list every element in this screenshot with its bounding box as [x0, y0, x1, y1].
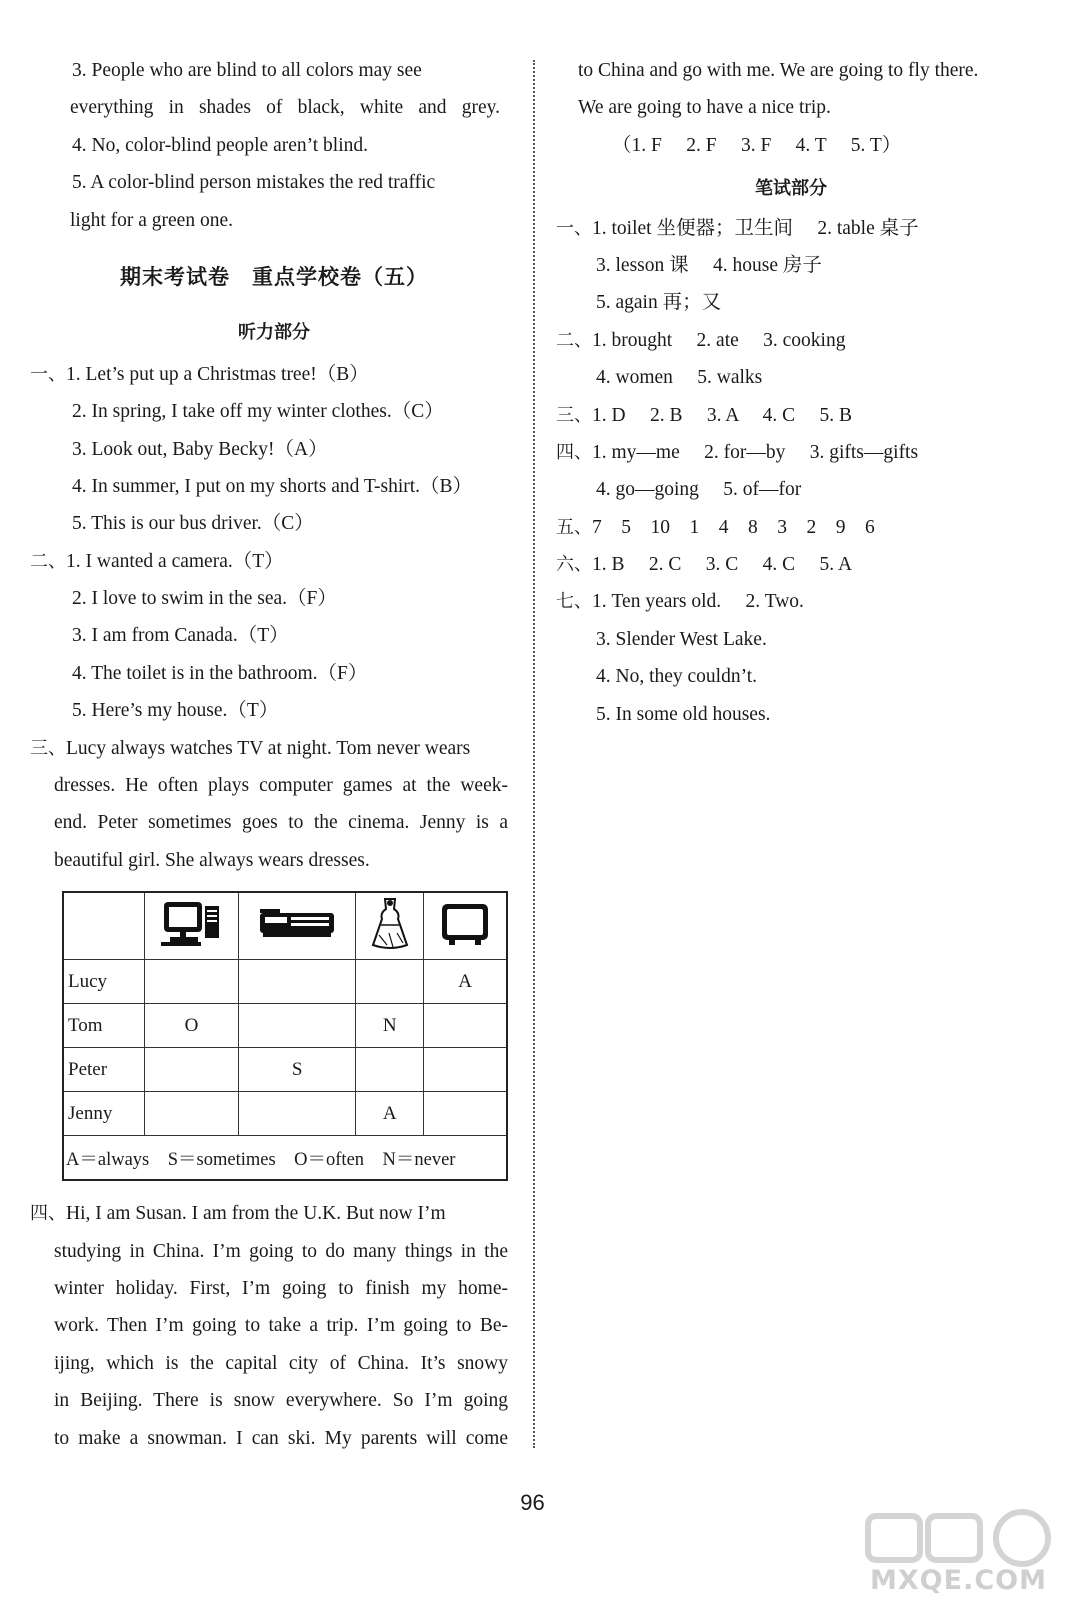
sec2-item: 4. The toilet is in the bathroom.（F） [72, 662, 368, 684]
sec1-item [30, 356, 518, 393]
sec1-item: 5. This is our bus driver.（C） [72, 513, 314, 535]
left-column [30, 52, 518, 1457]
section-marker: 四、 [30, 1203, 66, 1225]
w4-line: 4. go—going 5. of—for [596, 479, 802, 501]
table-cell [424, 1048, 507, 1092]
table-cell: A [424, 960, 507, 1004]
sec4-line: winter holiday. First, I’m going to finish my home- [54, 1277, 508, 1299]
sec2-item [30, 543, 518, 580]
table-cell [424, 1092, 507, 1136]
table-cell: A [356, 1092, 424, 1136]
table-header-cell [145, 892, 239, 960]
intro-line: 3. People who are blind to all colors may see [72, 60, 422, 81]
w4-line [556, 434, 1026, 471]
sec4-line: ijing, which is the capital city of China. It’s snowy [54, 1352, 508, 1374]
table-cell [356, 1048, 424, 1092]
w3-line [556, 397, 1026, 434]
page-number: 96 [520, 1490, 545, 1515]
section-marker: 二、 [556, 329, 592, 351]
answer-text: 1. brought 2. ate 3. cooking [592, 329, 846, 351]
answer-text: 1. D 2. B 3. A 4. C 5. B [592, 404, 853, 426]
sec1-item: 3. Look out, Baby Becky!（A） [72, 438, 328, 460]
sec4-line: studying in China. I’m going to do many things in the [54, 1240, 508, 1262]
table-row [63, 1048, 507, 1092]
sec2-item: 5. Here’s my house.（T） [72, 700, 279, 722]
table-cell [239, 1004, 356, 1048]
written-title: 笔试部分 [755, 178, 827, 200]
watermark-url: MXQE.COM [870, 1565, 1047, 1596]
table-header-cell [424, 892, 507, 960]
table-legend: A＝always S＝sometimes O＝often N＝never [63, 1136, 507, 1181]
table-cell [145, 1092, 239, 1136]
cinema-projector-icon [257, 905, 337, 941]
sec4-line: work. Then I’m going to take a trip. I’m going to Be- [54, 1315, 508, 1337]
passage-text: Hi, I am Susan. I am from the U.K. But now I’m [66, 1203, 446, 1225]
w7-line: 3. Slender West Lake. [596, 628, 767, 650]
sec3-line: beautiful girl. She always wears dresses. [54, 849, 370, 871]
section-marker: 一、 [30, 363, 66, 385]
w1-line: 5. again 再；又 [596, 292, 722, 314]
table-cell [239, 1092, 356, 1136]
intro-line: 5. A color-blind person mistakes the red traffic [72, 172, 436, 194]
table-row [63, 1092, 507, 1136]
w7-line [556, 583, 1026, 620]
sec1-item: 4. In summer, I put on my shorts and T-shirt.（B） [72, 475, 473, 497]
w5-line [556, 509, 1026, 546]
table-cell: N [356, 1004, 424, 1048]
answer-text: 1. Let’s put up a Christmas tree!（B） [66, 363, 369, 385]
passage-continuation: to China and go with me. We are going to fly there. [578, 60, 979, 81]
table-header-cell [356, 892, 424, 960]
table-cell [145, 1048, 239, 1092]
table-row [63, 960, 507, 1004]
table-cell: O [145, 1004, 239, 1048]
section-marker: 五、 [556, 516, 592, 538]
table-header-cell [239, 892, 356, 960]
sec4-line: to make a snowman. I can ski. My parents will come [54, 1427, 508, 1449]
table-legend-row [63, 1136, 507, 1181]
w2-line [556, 322, 1026, 359]
answer-text: 1. B 2. C 3. C 4. C 5. A [592, 554, 853, 576]
sec4-line [30, 1195, 518, 1232]
row-name: Peter [63, 1048, 145, 1092]
section-marker: 一、 [556, 217, 592, 239]
w7-line: 5. In some old houses. [596, 703, 771, 725]
table-row [63, 1004, 507, 1048]
answer-text: 7 5 10 1 4 8 3 2 9 6 [592, 516, 875, 538]
answer-text: 1. I wanted a camera.（T） [66, 550, 284, 572]
table-cell [356, 960, 424, 1004]
sec1-item: 2. In spring, I take off my winter clothes.（C） [72, 401, 444, 423]
w1-line [556, 210, 1026, 247]
intro-line: 4. No, color-blind people aren’t blind. [72, 134, 369, 156]
row-name: Lucy [63, 960, 145, 1004]
table-cell [145, 960, 239, 1004]
w2-line: 4. women 5. walks [596, 367, 763, 389]
table-corner-cell [63, 892, 145, 960]
computer-icon [160, 898, 224, 948]
table-cell: S [239, 1048, 356, 1092]
sec3-line: dresses. He often plays computer games at the week- [54, 775, 508, 797]
section-marker: 三、 [30, 737, 66, 759]
row-name: Tom [63, 1004, 145, 1048]
w1-line: 3. lesson 课 4. house 房子 [596, 254, 822, 276]
section-marker: 七、 [556, 591, 592, 613]
sec3-line: end. Peter sometimes goes to the cinema. Jenny is a [54, 812, 508, 834]
section-marker: 四、 [556, 441, 592, 463]
section-marker: 二、 [30, 550, 66, 572]
passage-continuation: We are going to have a nice trip. [578, 97, 831, 119]
table-header-row [63, 892, 507, 960]
column-divider [533, 60, 535, 1448]
answer-text: 1. toilet 坐便器；卫生间 2. table 桌子 [592, 217, 919, 239]
sec4-line: in Beijing. There is snow everywhere. So I’m going [54, 1390, 508, 1412]
table-cell [424, 1004, 507, 1048]
answer-text: 1. my—me 2. for—by 3. gifts—gifts [592, 441, 919, 463]
passage-text: Lucy always watches TV at night. Tom never wears [66, 737, 471, 759]
answer-text: 1. Ten years old. 2. Two. [592, 591, 804, 613]
right-column [556, 52, 1026, 733]
frequency-table [62, 891, 508, 1181]
table-cell [239, 960, 356, 1004]
section-marker: 六、 [556, 554, 592, 576]
intro-line: light for a green one. [70, 209, 233, 231]
sec2-item: 3. I am from Canada.（T） [72, 625, 289, 647]
section-marker: 三、 [556, 404, 592, 426]
passage-answers: （1. F 2. F 3. F 4. T 5. T） [612, 134, 902, 156]
dress-icon [367, 895, 413, 951]
tv-icon [437, 898, 493, 948]
sec2-item: 2. I love to swim in the sea.（F） [72, 588, 337, 610]
w6-line [556, 546, 1026, 583]
sec3-line [30, 730, 518, 767]
row-name: Jenny [63, 1092, 145, 1136]
w7-line: 4. No, they couldn’t. [596, 666, 758, 688]
exam-title: 期末考试卷 重点学校卷（五） [120, 264, 428, 289]
listening-title: 听力部分 [238, 322, 310, 344]
intro-line: everything in shades of black, white and grey. [70, 97, 500, 119]
